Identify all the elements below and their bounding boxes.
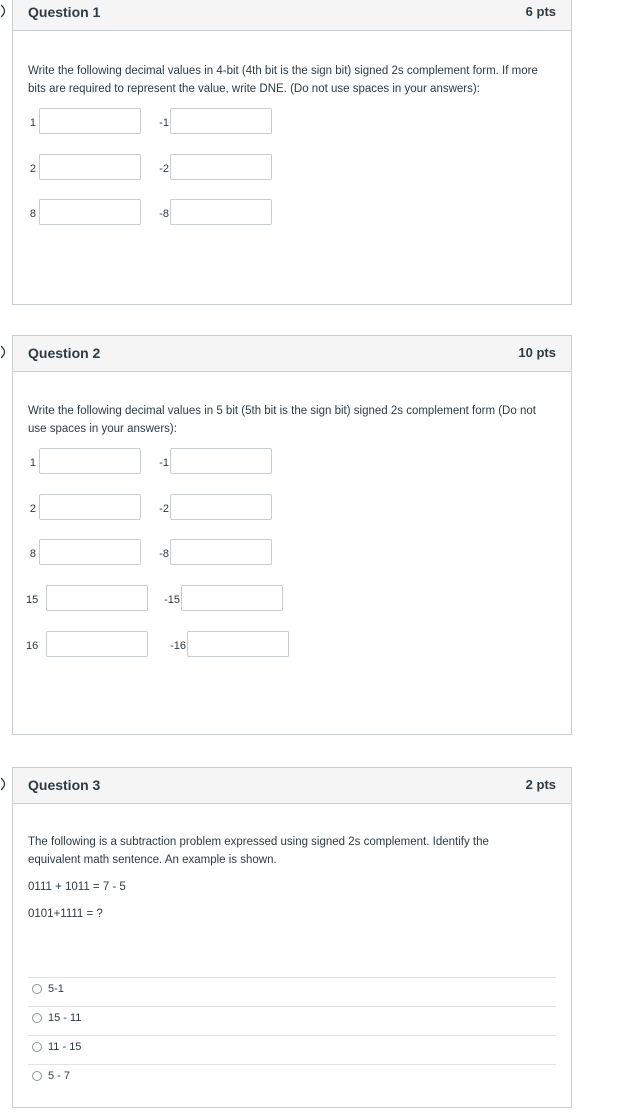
question-1 [12,0,572,305]
q1-label-neg2: -2 [159,163,169,175]
question-2-title: Question 2 [28,345,101,361]
q2-label-1: 1 [29,457,36,469]
question-3-header [13,768,571,804]
choice-label: 5 - 7 [48,1070,71,1082]
question-2-points: 10 pts [518,345,556,360]
q1-answer-8-input[interactable] [39,199,141,225]
q1-label-neg8: -8 [159,208,169,220]
q1-label-1: 1 [29,117,36,129]
choice-option-4[interactable] [32,1070,70,1082]
question-2-header [13,336,571,372]
radio-button[interactable] [32,1071,42,1081]
q1-answer-neg1-input[interactable] [170,108,272,134]
choice-label: 15 - 11 [48,1012,82,1024]
q2-answer-neg15-input[interactable] [181,585,283,611]
q2-answer-neg8-input[interactable] [170,539,272,565]
q2-answer-neg1-input[interactable] [170,448,272,474]
question-3-example: 0111 + 1011 = 7 - 5 [28,881,126,893]
question-1-points: 6 pts [525,4,556,19]
question-2 [12,335,572,735]
choice-divider [28,977,556,978]
question-3-title: Question 3 [28,777,101,793]
question-marker-icon [1,345,9,359]
radio-button[interactable] [32,984,42,994]
choice-option-3[interactable] [32,1041,81,1053]
q1-answer-1-input[interactable] [39,108,141,134]
choice-divider [28,1035,556,1036]
question-3-points: 2 pts [525,777,556,792]
radio-button[interactable] [32,1013,42,1023]
choice-label: 11 - 15 [48,1041,82,1053]
question-marker-icon [1,4,9,18]
question-marker-icon [1,777,9,791]
q2-label-8: 8 [29,548,36,560]
q2-label-15: 15 [26,594,39,606]
q2-answer-neg2-input[interactable] [170,494,272,520]
question-1-title: Question 1 [28,4,101,20]
choice-label: 5-1 [48,983,64,995]
q2-answer-15-input[interactable] [46,585,148,611]
q2-answer-16-input[interactable] [46,631,148,657]
q1-label-8: 8 [29,208,36,220]
q2-answer-2-input[interactable] [39,494,141,520]
question-1-prompt: Write the following decimal values in 4-bit (4th bit is the sign bit) signed 2s complement form. If more bits are required to represent the value, write DNE. (Do not use spaces in your answers): [28,65,538,95]
q2-label-2: 2 [29,503,36,515]
q1-label-2: 2 [29,163,36,175]
question-2-prompt: Write the following decimal values in 5 bit (5th bit is the sign bit) signed 2s complement form (Do not use spaces in your answers): [28,405,536,435]
question-1-header [13,0,571,31]
question-3-prompt: The following is a subtraction problem expressed using signed 2s complement. Identify the equivalent math sentence. An example is shown. [28,836,489,866]
question-3 [12,767,572,1108]
question-3-problem: 0101+1111 = ? [28,908,103,920]
q2-label-neg8: -8 [159,548,169,560]
q2-label-neg15: -15 [164,594,180,606]
choice-divider [28,1006,556,1007]
q2-label-neg1: -1 [159,457,169,469]
q2-answer-8-input[interactable] [39,539,141,565]
q2-answer-neg16-input[interactable] [187,631,289,657]
q2-label-neg2: -2 [159,503,169,515]
choice-option-1[interactable] [32,983,64,995]
q2-label-16: 16 [26,640,39,652]
q2-label-neg16: -16 [170,640,186,652]
choice-option-2[interactable] [32,1012,81,1024]
q2-answer-1-input[interactable] [39,448,141,474]
q1-label-neg1: -1 [159,117,169,129]
q1-answer-2-input[interactable] [39,154,141,180]
choice-divider [28,1064,556,1065]
q1-answer-neg2-input[interactable] [170,154,272,180]
q1-answer-neg8-input[interactable] [170,199,272,225]
radio-button[interactable] [32,1042,42,1052]
